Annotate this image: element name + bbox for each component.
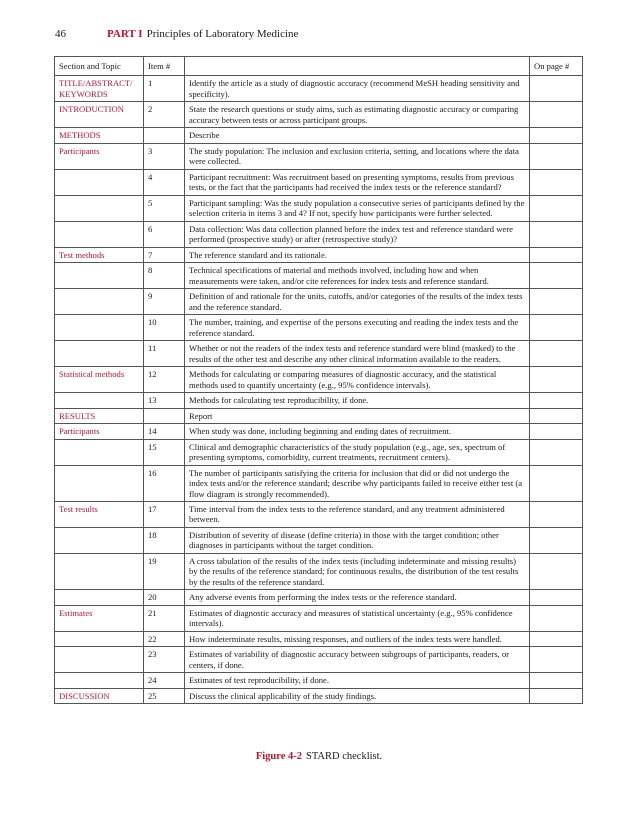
section-cell: TITLE/ABSTRACT/ KEYWORDS [55, 76, 144, 102]
table-row [55, 590, 583, 605]
section-cell: METHODS [55, 128, 144, 143]
section-cell [55, 195, 144, 221]
figure-caption-text: STARD checklist. [306, 751, 383, 762]
description-cell: Methods for calculating or comparing measures of diagnostic accuracy, and the statistical methods used to quantify uncertainty (e.g., 95% confidence intervals). [185, 367, 530, 393]
description-cell: The number, training, and expertise of the persons executing and reading the index tests and the reference standard. [185, 315, 530, 341]
table-row [55, 527, 583, 553]
section-cell [55, 315, 144, 341]
on-page-cell [530, 289, 583, 315]
item-number-cell: 17 [144, 501, 185, 527]
figure-caption [0, 751, 638, 762]
item-number-cell: 13 [144, 393, 185, 408]
table-row [55, 289, 583, 315]
section-cell [55, 393, 144, 408]
section-cell [55, 439, 144, 465]
section-cell: INTRODUCTION [55, 102, 144, 128]
section-cell: DISCUSSION [55, 688, 144, 703]
description-cell: Participant sampling: Was the study population a consecutive series of participants defined by the selection criteria in items 3 and 4? If not, specify how participants were further selected. [185, 195, 530, 221]
section-cell [55, 527, 144, 553]
item-number-cell: 12 [144, 367, 185, 393]
description-cell: Definition of and rationale for the units, cutoffs, and/or categories of the results of the index tests and the reference standard. [185, 289, 530, 315]
item-number-cell: 23 [144, 647, 185, 673]
figure-label: Figure 4-2 [255, 751, 303, 762]
section-cell [55, 553, 144, 589]
item-number-cell: 10 [144, 315, 185, 341]
on-page-cell [530, 221, 583, 247]
table-row [55, 631, 583, 646]
table-row [55, 169, 583, 195]
description-cell: Whether or not the readers of the index tests and reference standard were blind (masked) to the results of the other test and describe any other clinical information available to the readers. [185, 341, 530, 367]
table-row [55, 221, 583, 247]
table-row [55, 553, 583, 589]
item-number-cell: 22 [144, 631, 185, 646]
on-page-cell [530, 688, 583, 703]
on-page-cell [530, 439, 583, 465]
section-cell: Estimates [55, 605, 144, 631]
table-row [55, 263, 583, 289]
on-page-cell [530, 647, 583, 673]
column-header-description [185, 57, 530, 76]
description-cell: A cross tabulation of the results of the index tests (including indeterminate and missing results) by the results of the reference standard; for continuous results, the distribution of the test results by the results of the reference standard. [185, 553, 530, 589]
table-row [55, 315, 583, 341]
description-cell: The number of participants satisfying the criteria for inclusion that did or did not undergo the index tests and/or the reference standard; describe why participants failed to receive either test (a flow diagram is strongly recommended). [185, 465, 530, 501]
description-cell: The reference standard and its rationale. [185, 247, 530, 262]
section-cell [55, 341, 144, 367]
column-header-section: Section and Topic [55, 57, 144, 76]
on-page-cell [530, 631, 583, 646]
table-row [55, 76, 583, 102]
description-cell: Identify the article as a study of diagnostic accuracy (recommend MeSH heading sensitivity and specificity). [185, 76, 530, 102]
on-page-cell [530, 247, 583, 262]
item-number-cell: 25 [144, 688, 185, 703]
item-number-cell: 2 [144, 102, 185, 128]
description-cell: Estimates of diagnostic accuracy and measures of statistical uncertainty (e.g., 95% confidence intervals). [185, 605, 530, 631]
on-page-cell [530, 263, 583, 289]
description-cell: Participant recruitment: Was recruitment based on presenting symptoms, results from previous tests, or the fact that the participants had received the index tests or the reference standard? [185, 169, 530, 195]
section-cell [55, 289, 144, 315]
table-row [55, 439, 583, 465]
table-row [55, 605, 583, 631]
on-page-cell [530, 128, 583, 143]
on-page-cell [530, 393, 583, 408]
table-row [55, 341, 583, 367]
section-cell: Test results [55, 501, 144, 527]
item-number-cell [144, 128, 185, 143]
table-row [55, 143, 583, 169]
section-cell: Test methods [55, 247, 144, 262]
item-number-cell: 18 [144, 527, 185, 553]
table-row [55, 128, 583, 143]
description-cell: Any adverse events from performing the index tests or the reference standard. [185, 590, 530, 605]
item-number-cell: 5 [144, 195, 185, 221]
page-number: 46 [55, 28, 66, 40]
section-cell [55, 673, 144, 688]
item-number-cell: 21 [144, 605, 185, 631]
item-number-cell: 19 [144, 553, 185, 589]
item-number-cell: 20 [144, 590, 185, 605]
table-row [55, 501, 583, 527]
column-header-on-page: On page # [530, 57, 583, 76]
item-number-cell [144, 408, 185, 423]
section-cell: Participants [55, 424, 144, 439]
on-page-cell [530, 501, 583, 527]
item-number-cell: 9 [144, 289, 185, 315]
on-page-cell [530, 169, 583, 195]
item-number-cell: 8 [144, 263, 185, 289]
item-number-cell: 16 [144, 465, 185, 501]
on-page-cell [530, 673, 583, 688]
section-cell [55, 590, 144, 605]
description-cell: Data collection: Was data collection planned before the index test and reference standard were performed (prospective study) or after (retrospective study)? [185, 221, 530, 247]
on-page-cell [530, 408, 583, 423]
table-header-row [55, 57, 583, 76]
item-number-cell: 3 [144, 143, 185, 169]
on-page-cell [530, 553, 583, 589]
description-cell: Distribution of severity of disease (define criteria) in those with the target condition; other diagnoses in participants without the target condition. [185, 527, 530, 553]
on-page-cell [530, 605, 583, 631]
part-label: PART I [107, 28, 143, 40]
on-page-cell [530, 527, 583, 553]
item-number-cell: 4 [144, 169, 185, 195]
section-cell [55, 169, 144, 195]
on-page-cell [530, 424, 583, 439]
description-cell: Methods for calculating test reproducibility, if done. [185, 393, 530, 408]
section-cell [55, 263, 144, 289]
description-cell: When study was done, including beginning and ending dates of recruitment. [185, 424, 530, 439]
description-cell: Estimates of variability of diagnostic accuracy between subgroups of participants, readers, or centers, if done. [185, 647, 530, 673]
section-cell [55, 465, 144, 501]
description-cell: The study population: The inclusion and exclusion criteria, setting, and locations where the data were collected. [185, 143, 530, 169]
table-row [55, 393, 583, 408]
on-page-cell [530, 76, 583, 102]
table-row [55, 195, 583, 221]
on-page-cell [530, 195, 583, 221]
description-cell: Time interval from the index tests to the reference standard, and any treatment administered between. [185, 501, 530, 527]
on-page-cell [530, 465, 583, 501]
table-row [55, 408, 583, 423]
page-header [55, 28, 298, 40]
section-cell: Statistical methods [55, 367, 144, 393]
section-cell [55, 221, 144, 247]
table-row [55, 673, 583, 688]
item-number-cell: 15 [144, 439, 185, 465]
table-row [55, 465, 583, 501]
column-header-item: Item # [144, 57, 185, 76]
description-cell: How indeterminate results, missing responses, and outliers of the index tests were handled. [185, 631, 530, 646]
on-page-cell [530, 143, 583, 169]
table-row [55, 247, 583, 262]
section-cell: Participants [55, 143, 144, 169]
table-row [55, 688, 583, 703]
description-cell: Report [185, 408, 530, 423]
item-number-cell: 7 [144, 247, 185, 262]
on-page-cell [530, 367, 583, 393]
section-cell [55, 631, 144, 646]
table-row [55, 102, 583, 128]
description-cell: Describe [185, 128, 530, 143]
stard-checklist-table [54, 56, 583, 704]
section-cell: RESULTS [55, 408, 144, 423]
item-number-cell: 1 [144, 76, 185, 102]
description-cell: State the research questions or study aims, such as estimating diagnostic accuracy or comparing accuracy between tests or across participant groups. [185, 102, 530, 128]
part-title: Principles of Laboratory Medicine [146, 28, 299, 40]
item-number-cell: 6 [144, 221, 185, 247]
description-cell: Estimates of test reproducibility, if done. [185, 673, 530, 688]
on-page-cell [530, 102, 583, 128]
item-number-cell: 14 [144, 424, 185, 439]
description-cell: Discuss the clinical applicability of the study findings. [185, 688, 530, 703]
description-cell: Technical specifications of material and methods involved, including how and when measurements were taken, and/or cite references for index tests and reference standard. [185, 263, 530, 289]
description-cell: Clinical and demographic characteristics of the study population (e.g., age, sex, spectrum of presenting symptoms, comorbidity, current treatments, recruitment centers). [185, 439, 530, 465]
section-cell [55, 647, 144, 673]
item-number-cell: 11 [144, 341, 185, 367]
on-page-cell [530, 315, 583, 341]
item-number-cell: 24 [144, 673, 185, 688]
on-page-cell [530, 341, 583, 367]
table-row [55, 424, 583, 439]
on-page-cell [530, 590, 583, 605]
table-row [55, 647, 583, 673]
table-row [55, 367, 583, 393]
